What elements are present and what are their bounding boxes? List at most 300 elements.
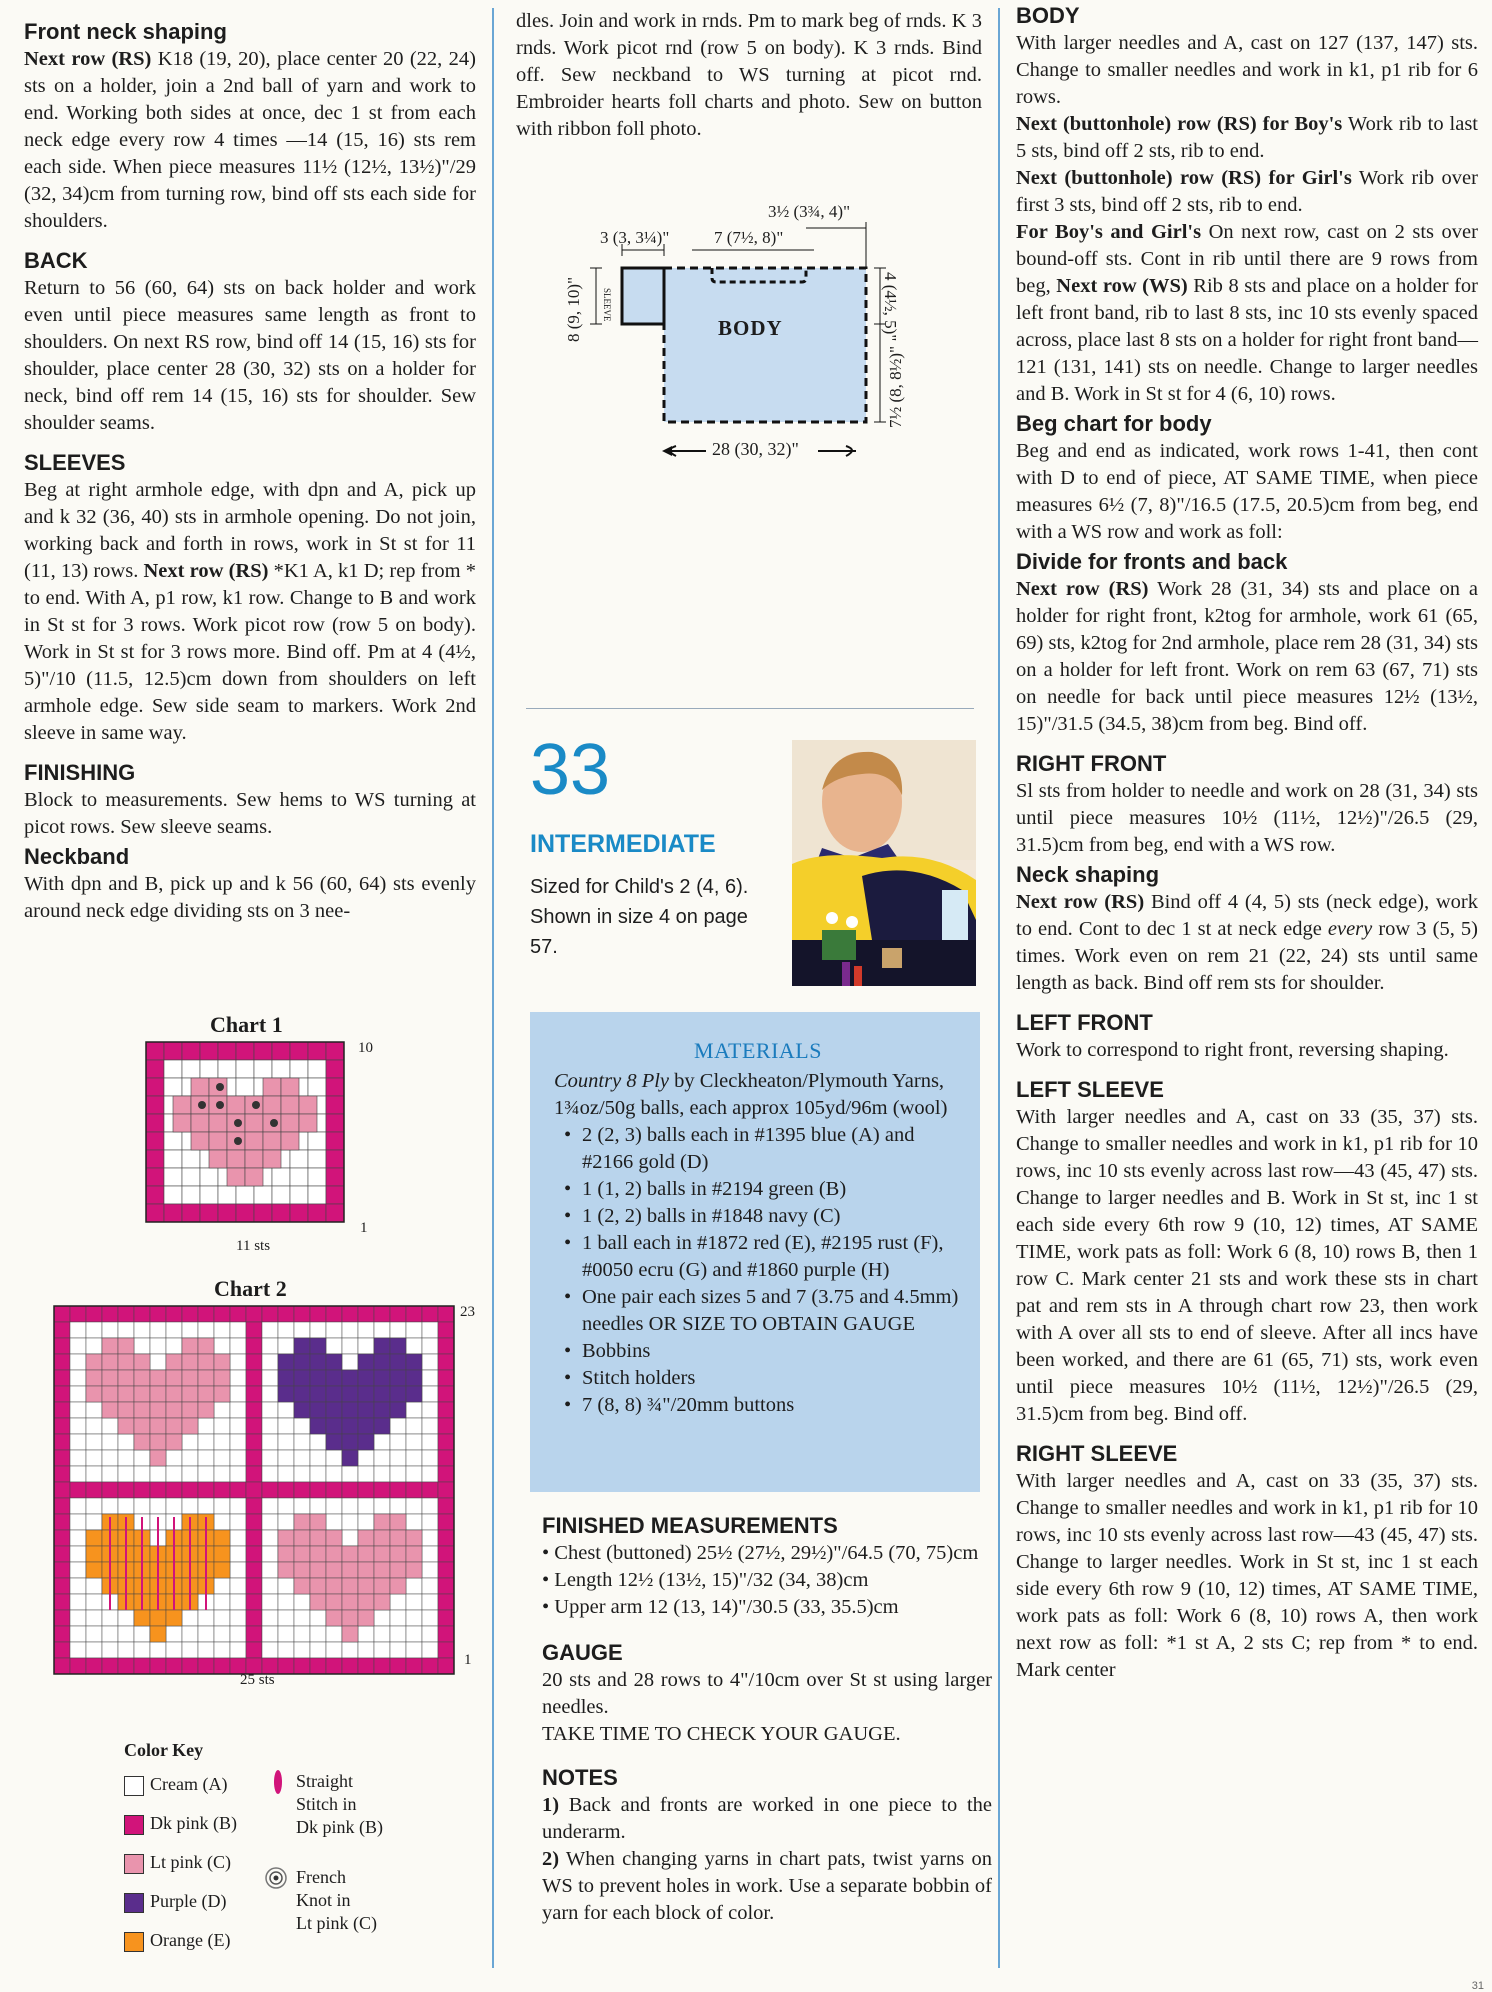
chart-cell	[230, 1562, 246, 1578]
heart-cell	[209, 1150, 227, 1168]
french-knot-mark	[234, 1119, 242, 1127]
heart-lt-pink-cell	[150, 1450, 166, 1466]
chart-cell	[246, 1338, 262, 1354]
color-key-label: Purple (D)	[150, 1891, 227, 1911]
chart-cell	[262, 1354, 278, 1370]
material-item: • Bobbins	[554, 1338, 962, 1365]
chart-cell	[70, 1386, 86, 1402]
chart-cell	[310, 1306, 326, 1322]
chart-cell	[164, 1042, 182, 1060]
heart-orange-cell	[214, 1530, 230, 1546]
chart-cell	[278, 1450, 294, 1466]
chart-cell	[390, 1610, 406, 1626]
chart-cell	[246, 1594, 262, 1610]
chart-cell	[118, 1482, 134, 1498]
chart-1-width: 11 sts	[236, 1238, 271, 1254]
chart-cell	[198, 1498, 214, 1514]
chart-cell	[214, 1514, 230, 1530]
chart-cell	[54, 1610, 70, 1626]
color-key-label: Dk pink (B)	[150, 1813, 237, 1833]
heart-lt-pink-cell	[102, 1402, 118, 1418]
color-key-label: Cream (A)	[150, 1774, 228, 1794]
sizing-note: Sized for Child's 2 (4, 6). Shown in size 4 on page 57.	[530, 876, 749, 958]
heart-lt-pink-cell	[198, 1370, 214, 1386]
heart-purple-cell	[390, 1338, 406, 1354]
heart-purple-cell	[342, 1450, 358, 1466]
chart-cell	[166, 1482, 182, 1498]
heart-cell	[281, 1096, 299, 1114]
heart-lt-pink-cell	[198, 1338, 214, 1354]
chart-cell	[310, 1450, 326, 1466]
chart-cell	[134, 1306, 150, 1322]
chart-cell	[326, 1482, 342, 1498]
chart-cell	[86, 1466, 102, 1482]
chart-cell	[198, 1482, 214, 1498]
material-item: • 1 ball each in #1872 red (E), #2195 rust (F), #0050 ecru (G) and #1860 purple (H)	[554, 1230, 962, 1284]
left-sleeve-text: With larger needles and A, cast on 33 (35, 37) sts. Change to smaller needles and work in k1, p1 rib for 10 rows, inc 10 sts evenly across last row—43 (45, 47) sts. Change to larger needles and B. Work in St st, inc 1 st each side every 6th row 9 (10, 12) times, AT SAME TIME, work pats as foll: Work 6 (8, 10) rows B, then 1 row C. Mark center 21 sts and work these sts in chart pat and rem sts in A through chart row 23, then work with A over all sts to end of sleeve. After all incs have been worked, and there are 61 (65, 71) sts, work even until piece measures 10½ (11½, 12½)"/26.5 (29, 31.5)cm from beg. Bind off.	[1016, 1106, 1478, 1425]
heart-purple-cell	[278, 1370, 294, 1386]
heart-lt-pink-cell	[294, 1530, 310, 1546]
chart-cell	[54, 1322, 70, 1338]
chart-cell	[70, 1578, 86, 1594]
chart-cell	[438, 1418, 454, 1434]
chart-cell	[406, 1434, 422, 1450]
materials-box	[530, 1012, 980, 1492]
chart-cell	[342, 1354, 358, 1370]
chart-cell	[422, 1466, 438, 1482]
chart-cell	[422, 1402, 438, 1418]
heart-purple-cell	[294, 1338, 310, 1354]
gauge-text: 20 sts and 28 rows to 4"/10cm over St st using larger needles.	[542, 1669, 992, 1718]
chart-cell	[214, 1322, 230, 1338]
chart-cell	[102, 1498, 118, 1514]
dim-neck: 7 (7½, 8)"	[714, 228, 784, 247]
chart-cell	[308, 1132, 326, 1150]
chart-cell	[70, 1306, 86, 1322]
heart-lt-pink-cell	[294, 1578, 310, 1594]
chart-cell	[308, 1060, 326, 1078]
chart-cell	[342, 1482, 358, 1498]
note-1: 1) Back and fronts are worked in one piece to the underarm.	[542, 1794, 992, 1843]
chart-cell	[54, 1466, 70, 1482]
chart-cell	[438, 1338, 454, 1354]
right-front-text: Sl sts from holder to needle and work on 28 (31, 34) sts until piece measures 10½ (11½, 12½)"/26.5 (29, 31.5)cm from beg, end with a WS row.	[1016, 780, 1478, 856]
chart-cell	[342, 1658, 358, 1674]
material-item: • One pair each sizes 5 and 7 (3.75 and 4.5mm) needles OR SIZE TO OBTAIN GAUGE	[554, 1284, 962, 1338]
heart-purple-cell	[326, 1402, 342, 1418]
chart-cell	[438, 1370, 454, 1386]
chart-cell	[262, 1498, 278, 1514]
chart-cell	[200, 1042, 218, 1060]
heart-lt-pink-cell	[326, 1546, 342, 1562]
heart-lt-pink-cell	[278, 1546, 294, 1562]
finished-item: • Length 12½ (13½, 15)"/32 (34, 38)cm	[542, 1569, 869, 1591]
chart-cell	[150, 1498, 166, 1514]
chart-cell	[118, 1610, 134, 1626]
chart-cell	[102, 1306, 118, 1322]
heart-cell	[299, 1114, 317, 1132]
color-swatch	[124, 1854, 144, 1874]
chart-cell	[278, 1466, 294, 1482]
material-item: • 7 (8, 8) ¾"/20mm buttons	[554, 1392, 962, 1419]
chart-cell	[326, 1186, 344, 1204]
chart-cell	[406, 1482, 422, 1498]
chart-cell	[262, 1370, 278, 1386]
chart-cell	[118, 1306, 134, 1322]
note-2: 2) When changing yarns in chart pats, twist yarns on WS to prevent holes in work. Use a separate bobbin of yarn for each block of color.	[542, 1848, 992, 1924]
chart-cell	[200, 1204, 218, 1222]
heart-lt-pink-cell	[150, 1418, 166, 1434]
heart-cell	[245, 1114, 263, 1132]
chart-cell	[182, 1168, 200, 1186]
chart-cell	[262, 1594, 278, 1610]
heart-orange-cell	[150, 1610, 166, 1626]
back-heading: BACK	[24, 248, 88, 273]
chart-cell	[390, 1418, 406, 1434]
chart-cell	[86, 1626, 102, 1642]
chart-cell	[278, 1322, 294, 1338]
finished-item: • Upper arm 12 (13, 14)"/30.5 (33, 35.5)cm	[542, 1596, 899, 1618]
chart-cell	[86, 1450, 102, 1466]
heart-lt-pink-cell	[342, 1578, 358, 1594]
heart-lt-pink-cell	[310, 1578, 326, 1594]
chart-cell	[230, 1450, 246, 1466]
chart-cell	[278, 1626, 294, 1642]
chart-cell	[214, 1466, 230, 1482]
heart-lt-pink-cell	[358, 1578, 374, 1594]
chart-cell	[54, 1418, 70, 1434]
heart-lt-pink-cell	[166, 1370, 182, 1386]
chart-cell	[390, 1450, 406, 1466]
divide-heading: Divide for fronts and back	[1016, 549, 1288, 574]
chart-cell	[118, 1498, 134, 1514]
sleeves-text: Beg at right armhole edge, with dpn and A, pick up and k 32 (36, 40) sts in armhole opening. Do not join, working back and forth in rows, work in St st for 11 (11, 13) rows. Next row (RS) *K1 A, k1 D; rep from * to end. With A, p1 row, k1 row. Change to B and work in St st for 3 rows. Work picot row (row 5 on body). Work in St st for 3 rows more. Bind off. Pm at 4 (4½, 5)"/10 (11.5, 12.5)cm down from shoulders on left armhole edge. Sew side seam to markers. Work 2nd sleeve in same way.	[24, 479, 476, 744]
neckband-continued-text: dles. Join and work in rnds. Pm to mark beg of rnds. K 3 rnds. Work picot rnd (row 5 on body). K 3 rnds. Bind off. Sew neckband to WS turning at picot rnd. Embroider hearts foll charts and photo. Sew on button with ribbon foll photo.	[516, 10, 982, 140]
chart-cell	[406, 1594, 422, 1610]
heart-lt-pink-cell	[310, 1514, 326, 1530]
chart-cell	[272, 1186, 290, 1204]
chart-cell	[262, 1402, 278, 1418]
heart-lt-pink-cell	[118, 1402, 134, 1418]
chart-cell	[390, 1306, 406, 1322]
heart-lt-pink-cell	[134, 1434, 150, 1450]
chart-cell	[390, 1642, 406, 1658]
chart-cell	[246, 1418, 262, 1434]
chart-cell	[310, 1466, 326, 1482]
straight-stitch-line-3: Dk pink (B)	[296, 1817, 383, 1837]
color-key-item	[124, 1852, 231, 1874]
chart-cell	[214, 1594, 230, 1610]
chart-cell	[134, 1626, 150, 1642]
chart-cell	[422, 1658, 438, 1674]
heart-lt-pink-cell	[102, 1386, 118, 1402]
heart-purple-cell	[390, 1370, 406, 1386]
chart-cell	[326, 1338, 342, 1354]
chart-cell	[134, 1658, 150, 1674]
chart-cell	[70, 1594, 86, 1610]
heart-purple-cell	[358, 1354, 374, 1370]
heart-purple-cell	[374, 1402, 390, 1418]
chart-cell	[86, 1322, 102, 1338]
chart-cell	[86, 1594, 102, 1610]
heart-lt-pink-cell	[86, 1370, 102, 1386]
chart-cell	[422, 1354, 438, 1370]
chart-cell	[214, 1338, 230, 1354]
gauge-heading: GAUGE	[542, 1640, 623, 1665]
chart-cell	[70, 1338, 86, 1354]
chart-cell	[272, 1060, 290, 1078]
heart-lt-pink-cell	[294, 1514, 310, 1530]
chart-cell	[342, 1466, 358, 1482]
chart-2-grid	[54, 1276, 484, 1706]
chart-cell	[358, 1642, 374, 1658]
heart-lt-pink-cell	[310, 1546, 326, 1562]
color-key	[124, 1740, 464, 1960]
heart-cell	[209, 1132, 227, 1150]
chart-cell	[308, 1204, 326, 1222]
heart-purple-cell	[310, 1386, 326, 1402]
chart-cell	[166, 1306, 182, 1322]
heart-cell	[245, 1132, 263, 1150]
chart-cell	[86, 1514, 102, 1530]
heart-lt-pink-cell	[134, 1386, 150, 1402]
chart-cell	[262, 1626, 278, 1642]
chart-cell	[406, 1402, 422, 1418]
beg-chart-heading: Beg chart for body	[1016, 411, 1212, 436]
heart-orange-cell	[86, 1562, 102, 1578]
heart-cell	[263, 1150, 281, 1168]
chart-cell	[230, 1418, 246, 1434]
chart-cell	[326, 1642, 342, 1658]
chart-cell	[54, 1338, 70, 1354]
front-neck-heading: Front neck shaping	[24, 19, 227, 44]
chart-cell	[230, 1386, 246, 1402]
dim-length: 7½ (8, 8½)"	[886, 345, 905, 428]
chart-cell	[438, 1546, 454, 1562]
chart-cell	[262, 1418, 278, 1434]
chart-cell	[182, 1434, 198, 1450]
chart-cell	[422, 1514, 438, 1530]
chart-cell	[272, 1168, 290, 1186]
heart-lt-pink-cell	[166, 1434, 182, 1450]
chart-cell	[278, 1658, 294, 1674]
straight-stitch-line-1: Straight	[296, 1771, 353, 1791]
chart-cell	[86, 1434, 102, 1450]
chart-cell	[102, 1322, 118, 1338]
chart-cell	[422, 1370, 438, 1386]
chart-cell	[294, 1482, 310, 1498]
chart-cell	[422, 1338, 438, 1354]
chart-cell	[218, 1186, 236, 1204]
heart-orange-cell	[166, 1610, 182, 1626]
chart-cell	[166, 1466, 182, 1482]
chart-cell	[308, 1150, 326, 1168]
chart-cell	[70, 1562, 86, 1578]
column-3	[1016, 0, 1478, 1684]
chart-cell	[246, 1402, 262, 1418]
chart-cell	[102, 1658, 118, 1674]
divide-section	[1016, 548, 1478, 738]
heart-lt-pink-cell	[390, 1546, 406, 1562]
chart-cell	[54, 1546, 70, 1562]
chart-cell	[182, 1626, 198, 1642]
chart-cell	[278, 1434, 294, 1450]
color-swatch	[124, 1815, 144, 1835]
straight-stitch-key	[296, 1770, 456, 1839]
chart-cell	[246, 1354, 262, 1370]
chart-cell	[422, 1546, 438, 1562]
chart-cell	[262, 1322, 278, 1338]
chart-cell	[150, 1306, 166, 1322]
back-text: Return to 56 (60, 64) sts on back holder and work even until piece measures same length as front to shoulders. On next RS row, bind off 14 (15, 16) sts for shoulder, place center 28 (30, 32) sts on a holder for neck, bind off rem 14 (15, 16) sts for shoulder. Sew shoulder seams.	[24, 277, 476, 434]
chart-cell	[134, 1322, 150, 1338]
chart-cell	[230, 1514, 246, 1530]
chart-cell	[200, 1060, 218, 1078]
heart-purple-cell	[358, 1434, 374, 1450]
chart-cell	[390, 1626, 406, 1642]
chart-cell	[146, 1078, 164, 1096]
chart-cell	[164, 1060, 182, 1078]
right-sleeve-text: With larger needles and A, cast on 33 (35, 37) sts. Change to smaller needles and work in k1, p1 rib for 10 rows, inc 10 sts evenly across last row—43 (45, 47) sts. Change to larger needles. Work in St st, inc 1 st each side every 6th row 9 (10, 12) times, AT SAME TIME, work pats as foll: Work 6 (8, 10) rows A, then work next row as foll: *1 st A, 2 sts C; rep from * to end. Mark center	[1016, 1470, 1478, 1681]
chart-cell	[326, 1078, 344, 1096]
chart-cell	[214, 1658, 230, 1674]
heart-lt-pink-cell	[134, 1402, 150, 1418]
chart-cell	[70, 1530, 86, 1546]
girl-buttonhole-text: Next (buttonhole) row (RS) for Girl's Work rib over first 3 sts, bind off 2 sts, rib to end.	[1016, 167, 1478, 216]
heart-purple-cell	[358, 1386, 374, 1402]
chart-cell	[182, 1610, 198, 1626]
chart-cell	[406, 1626, 422, 1642]
chart-cell	[230, 1322, 246, 1338]
chart-cell	[214, 1402, 230, 1418]
heart-lt-pink-cell	[102, 1370, 118, 1386]
chart-cell	[438, 1306, 454, 1322]
chart-cell	[254, 1204, 272, 1222]
left-sleeve-heading: LEFT SLEEVE	[1016, 1077, 1164, 1102]
chart-cell	[262, 1514, 278, 1530]
chart-cell	[86, 1658, 102, 1674]
chart-cell	[236, 1078, 254, 1096]
chart-cell	[422, 1418, 438, 1434]
heart-lt-pink-cell	[86, 1354, 102, 1370]
chart-cell	[326, 1132, 344, 1150]
chart-cell	[230, 1546, 246, 1562]
chart-cell	[230, 1610, 246, 1626]
heart-lt-pink-cell	[374, 1514, 390, 1530]
chart-cell	[70, 1450, 86, 1466]
chart-cell	[54, 1354, 70, 1370]
chart-cell	[214, 1642, 230, 1658]
chart-cell	[236, 1042, 254, 1060]
chart-cell	[146, 1114, 164, 1132]
chart-cell	[438, 1610, 454, 1626]
color-key-item	[124, 1891, 226, 1913]
chart-cell	[278, 1482, 294, 1498]
chart-cell	[262, 1546, 278, 1562]
chart-cell	[294, 1434, 310, 1450]
heart-cell	[191, 1114, 209, 1132]
chart-cell	[294, 1466, 310, 1482]
chart-cell	[86, 1402, 102, 1418]
skill-level: INTERMEDIATE	[530, 830, 716, 858]
chart-cell	[150, 1466, 166, 1482]
heart-lt-pink-cell	[118, 1370, 134, 1386]
chart-cell	[262, 1610, 278, 1626]
chart-cell	[406, 1338, 422, 1354]
chart-cell	[422, 1450, 438, 1466]
heart-lt-pink-cell	[134, 1354, 150, 1370]
chart-cell	[134, 1642, 150, 1658]
chart-cell	[118, 1450, 134, 1466]
color-key-item	[124, 1813, 237, 1835]
heart-orange-cell	[214, 1562, 230, 1578]
heart-lt-pink-cell	[342, 1562, 358, 1578]
chart-cell	[358, 1482, 374, 1498]
chart-cell	[422, 1530, 438, 1546]
chart-cell	[374, 1466, 390, 1482]
heart-cell	[173, 1114, 191, 1132]
chart-cell	[438, 1354, 454, 1370]
chart-cell	[438, 1322, 454, 1338]
chart-cell	[102, 1610, 118, 1626]
chart-cell	[86, 1498, 102, 1514]
chart-cell	[70, 1418, 86, 1434]
french-knot-mark	[198, 1101, 206, 1109]
chart-cell	[54, 1434, 70, 1450]
chart-cell	[406, 1306, 422, 1322]
heart-purple-cell	[374, 1354, 390, 1370]
heart-purple-cell	[390, 1402, 406, 1418]
chart-cell	[374, 1482, 390, 1498]
color-key-title: Color Key	[124, 1740, 204, 1760]
chart-cell	[358, 1498, 374, 1514]
chart-cell	[406, 1450, 422, 1466]
heart-cell	[245, 1150, 263, 1168]
chart-cell	[166, 1642, 182, 1658]
chart-cell	[164, 1168, 182, 1186]
chart-cell	[308, 1186, 326, 1204]
chart-cell	[86, 1482, 102, 1498]
heart-lt-pink-cell	[294, 1562, 310, 1578]
chart-cell	[262, 1578, 278, 1594]
chart-cell	[166, 1498, 182, 1514]
chart-cell	[254, 1042, 272, 1060]
chart-cell	[438, 1450, 454, 1466]
heart-lt-pink-cell	[374, 1578, 390, 1594]
material-item: • Stitch holders	[554, 1365, 962, 1392]
heart-lt-pink-cell	[390, 1514, 406, 1530]
chart-cell	[326, 1204, 344, 1222]
chart-cell	[150, 1354, 166, 1370]
chart-cell	[230, 1306, 246, 1322]
chart-cell	[146, 1204, 164, 1222]
chart-cell	[326, 1096, 344, 1114]
chart-cell	[102, 1482, 118, 1498]
chart-cell	[278, 1642, 294, 1658]
front-neck-section	[24, 18, 476, 235]
back-section	[24, 247, 476, 437]
finished-heading: FINISHED MEASUREMENTS	[542, 1513, 838, 1538]
chart-cell	[182, 1042, 200, 1060]
finished-measurements-section	[542, 1512, 992, 1927]
left-front-text: Work to correspond to right front, reversing shaping.	[1016, 1039, 1449, 1061]
chart-cell	[438, 1626, 454, 1642]
chart-cell	[326, 1322, 342, 1338]
chart-cell	[118, 1658, 134, 1674]
chart-cell	[308, 1168, 326, 1186]
french-knot-mark	[234, 1137, 242, 1145]
heart-lt-pink-cell	[150, 1434, 166, 1450]
